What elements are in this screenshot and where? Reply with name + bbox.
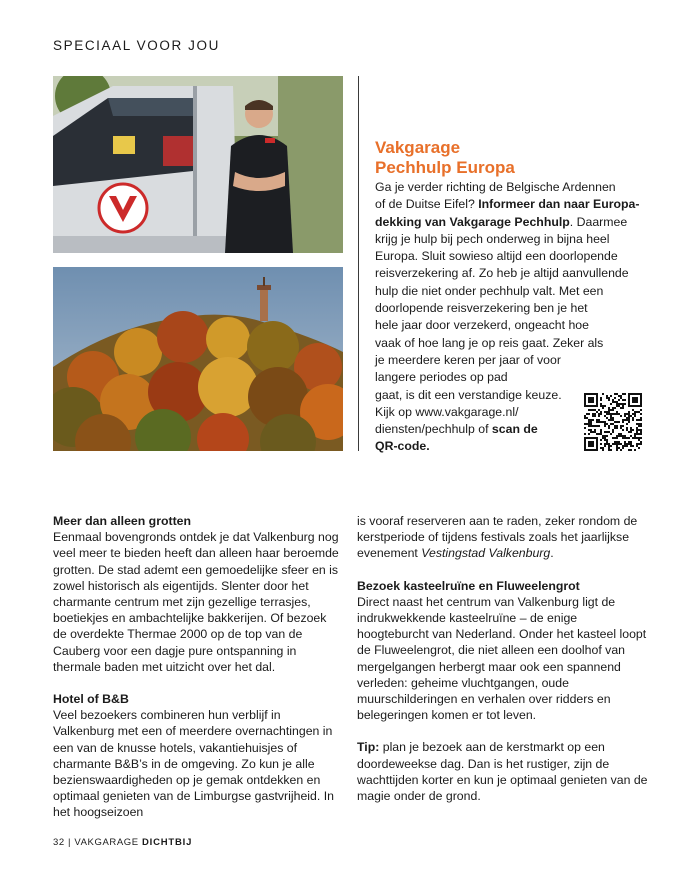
section-hotel-continued bbox=[357, 513, 652, 562]
sidebar-text: of de Duitse Eifel? bbox=[375, 197, 479, 212]
sidebar-text: krijg je hulp bij pech onderweg in bijna heel bbox=[375, 231, 610, 246]
sidebar-text: Ga je verder richting de Belgische Ardennen bbox=[375, 180, 616, 194]
sidebar-text: gaat, is dit een verstandige keuze. bbox=[375, 387, 562, 402]
sidebar-text: hulp die niet onder pechhulp valt. Met een bbox=[375, 283, 604, 298]
sidebar-text: je meerdere keren per jaar of voor bbox=[375, 352, 561, 367]
sidebar-title bbox=[375, 138, 655, 178]
sidebar-text: QR-code. bbox=[375, 439, 430, 454]
sidebar-title-line-2: Pechhulp Europa bbox=[375, 158, 515, 177]
sidebar-text: vaak of hoe lang je op reis gaat. Zeker als bbox=[375, 335, 604, 350]
body-hotel-continued: is vooraf reserveren aan te raden, zeker rondom de kerstperiode of tijdens festivals zoals het jaarlijkse evenement bbox=[357, 514, 638, 561]
column-divider bbox=[358, 76, 359, 451]
sidebar-text: diensten/pechhulp of bbox=[375, 422, 492, 437]
page-footer bbox=[53, 837, 192, 848]
page-number: 32 bbox=[53, 837, 65, 848]
qr-code-icon[interactable] bbox=[584, 393, 642, 451]
sidebar-text: scan de bbox=[491, 422, 538, 437]
sidebar-text: reisverzekering af. Zo heb je altijd aanvullende bbox=[375, 266, 629, 281]
section-kasteelruine bbox=[357, 578, 652, 724]
article-column-right bbox=[357, 513, 652, 820]
tip-label: Tip: bbox=[357, 740, 380, 755]
event-name: Vestingstad Valkenburg bbox=[421, 546, 551, 561]
heading-kasteelruine: Bezoek kasteelruïne en Fluweelengrot bbox=[357, 578, 580, 593]
footer-separator: | bbox=[68, 837, 72, 848]
body-kasteelruine: Direct naast het centrum van Valkenburg ligt de indrukwekkende kasteelruïne – de enige hoogteburcht van Nederland. Onder het kasteel loopt de Fluweelengrot, die niet alleen een doolhof van mergelgangen herbergt maar ook een spannend verleden: geheime vluchtgangen, oude muurschilderingen en verhalen over ridders en belegeringen komen er tot leven. bbox=[357, 594, 647, 723]
sidebar-text: Informeer dan naar Europa- bbox=[478, 197, 640, 212]
sidebar-title-line-1: Vakgarage bbox=[375, 138, 461, 157]
sidebar-text: Europa. Sluit sowieso altijd een doorlopende bbox=[375, 249, 618, 264]
body-hotel-continued-end: . bbox=[550, 546, 554, 561]
section-meer-dan-alleen-grotten bbox=[53, 513, 343, 675]
sidebar-text: . Daarmee bbox=[569, 214, 628, 229]
sidebar-text: langere periodes op pad bbox=[375, 370, 508, 385]
heading-hotel-of-bb: Hotel of B&B bbox=[53, 692, 129, 707]
tip-body: plan je bezoek aan de kerstmarkt op een doordeweekse dag. Dan is het rustiger, zijn de wachttijden korter en kun je optimaal genieten van de magie onder de grond. bbox=[357, 740, 648, 804]
section-tip bbox=[357, 739, 652, 804]
footer-brand: VAKGARAGE bbox=[74, 837, 139, 848]
sidebar-text: hele jaar door verzekerd, ongeacht hoe bbox=[375, 318, 589, 333]
sidebar-text: dekking van Vakgarage Pechhulp bbox=[375, 214, 570, 229]
van-photo bbox=[53, 76, 343, 253]
body-hotel-of-bb: Veel bezoekers combineren hun verblijf in Valkenburg met een of meerdere overnachtingen in een van de knusse hotels, vakantiehuisjes of charmante B&B’s in de omgeving. Zo kun je alle bezienswaardigheden op je gemak ontdekken en optimaal genieten van de Limburgse gastvrijheid. In het hoogseizoen bbox=[53, 708, 334, 820]
body-meer-dan-alleen-grotten: Eenmaal bovengronds ontdek je dat Valkenburg nog veel meer te bieden heeft dan alleen haar beroemde grotten. De stad ademt een gemoedelijke sfeer en is zowel historisch als eigentijds. Slenter door het charmante centrum met zijn gezellige terrasjes, boetiekjes en ambachtelijke bakkerijen. Of bezoek de overdekte Thermae 2000 op de top van de Cauberg voor een dagje pure ontspanning in thermale baden met uitzicht over het dal. bbox=[53, 530, 339, 674]
sidebar-text: Kijk op www.vakgarage.nl/ bbox=[375, 404, 519, 419]
autumn-hill-photo bbox=[53, 267, 343, 451]
section-hotel-of-bb bbox=[53, 691, 343, 821]
heading-meer-dan-alleen-grotten: Meer dan alleen grotten bbox=[53, 514, 192, 528]
sidebar-text: doorlopende reisverzekering ben je het bbox=[375, 301, 588, 316]
article-column-left bbox=[53, 513, 343, 837]
section-header: SPECIAAL VOOR JOU bbox=[53, 38, 220, 53]
footer-brand-bold: DICHTBIJ bbox=[141, 837, 193, 848]
